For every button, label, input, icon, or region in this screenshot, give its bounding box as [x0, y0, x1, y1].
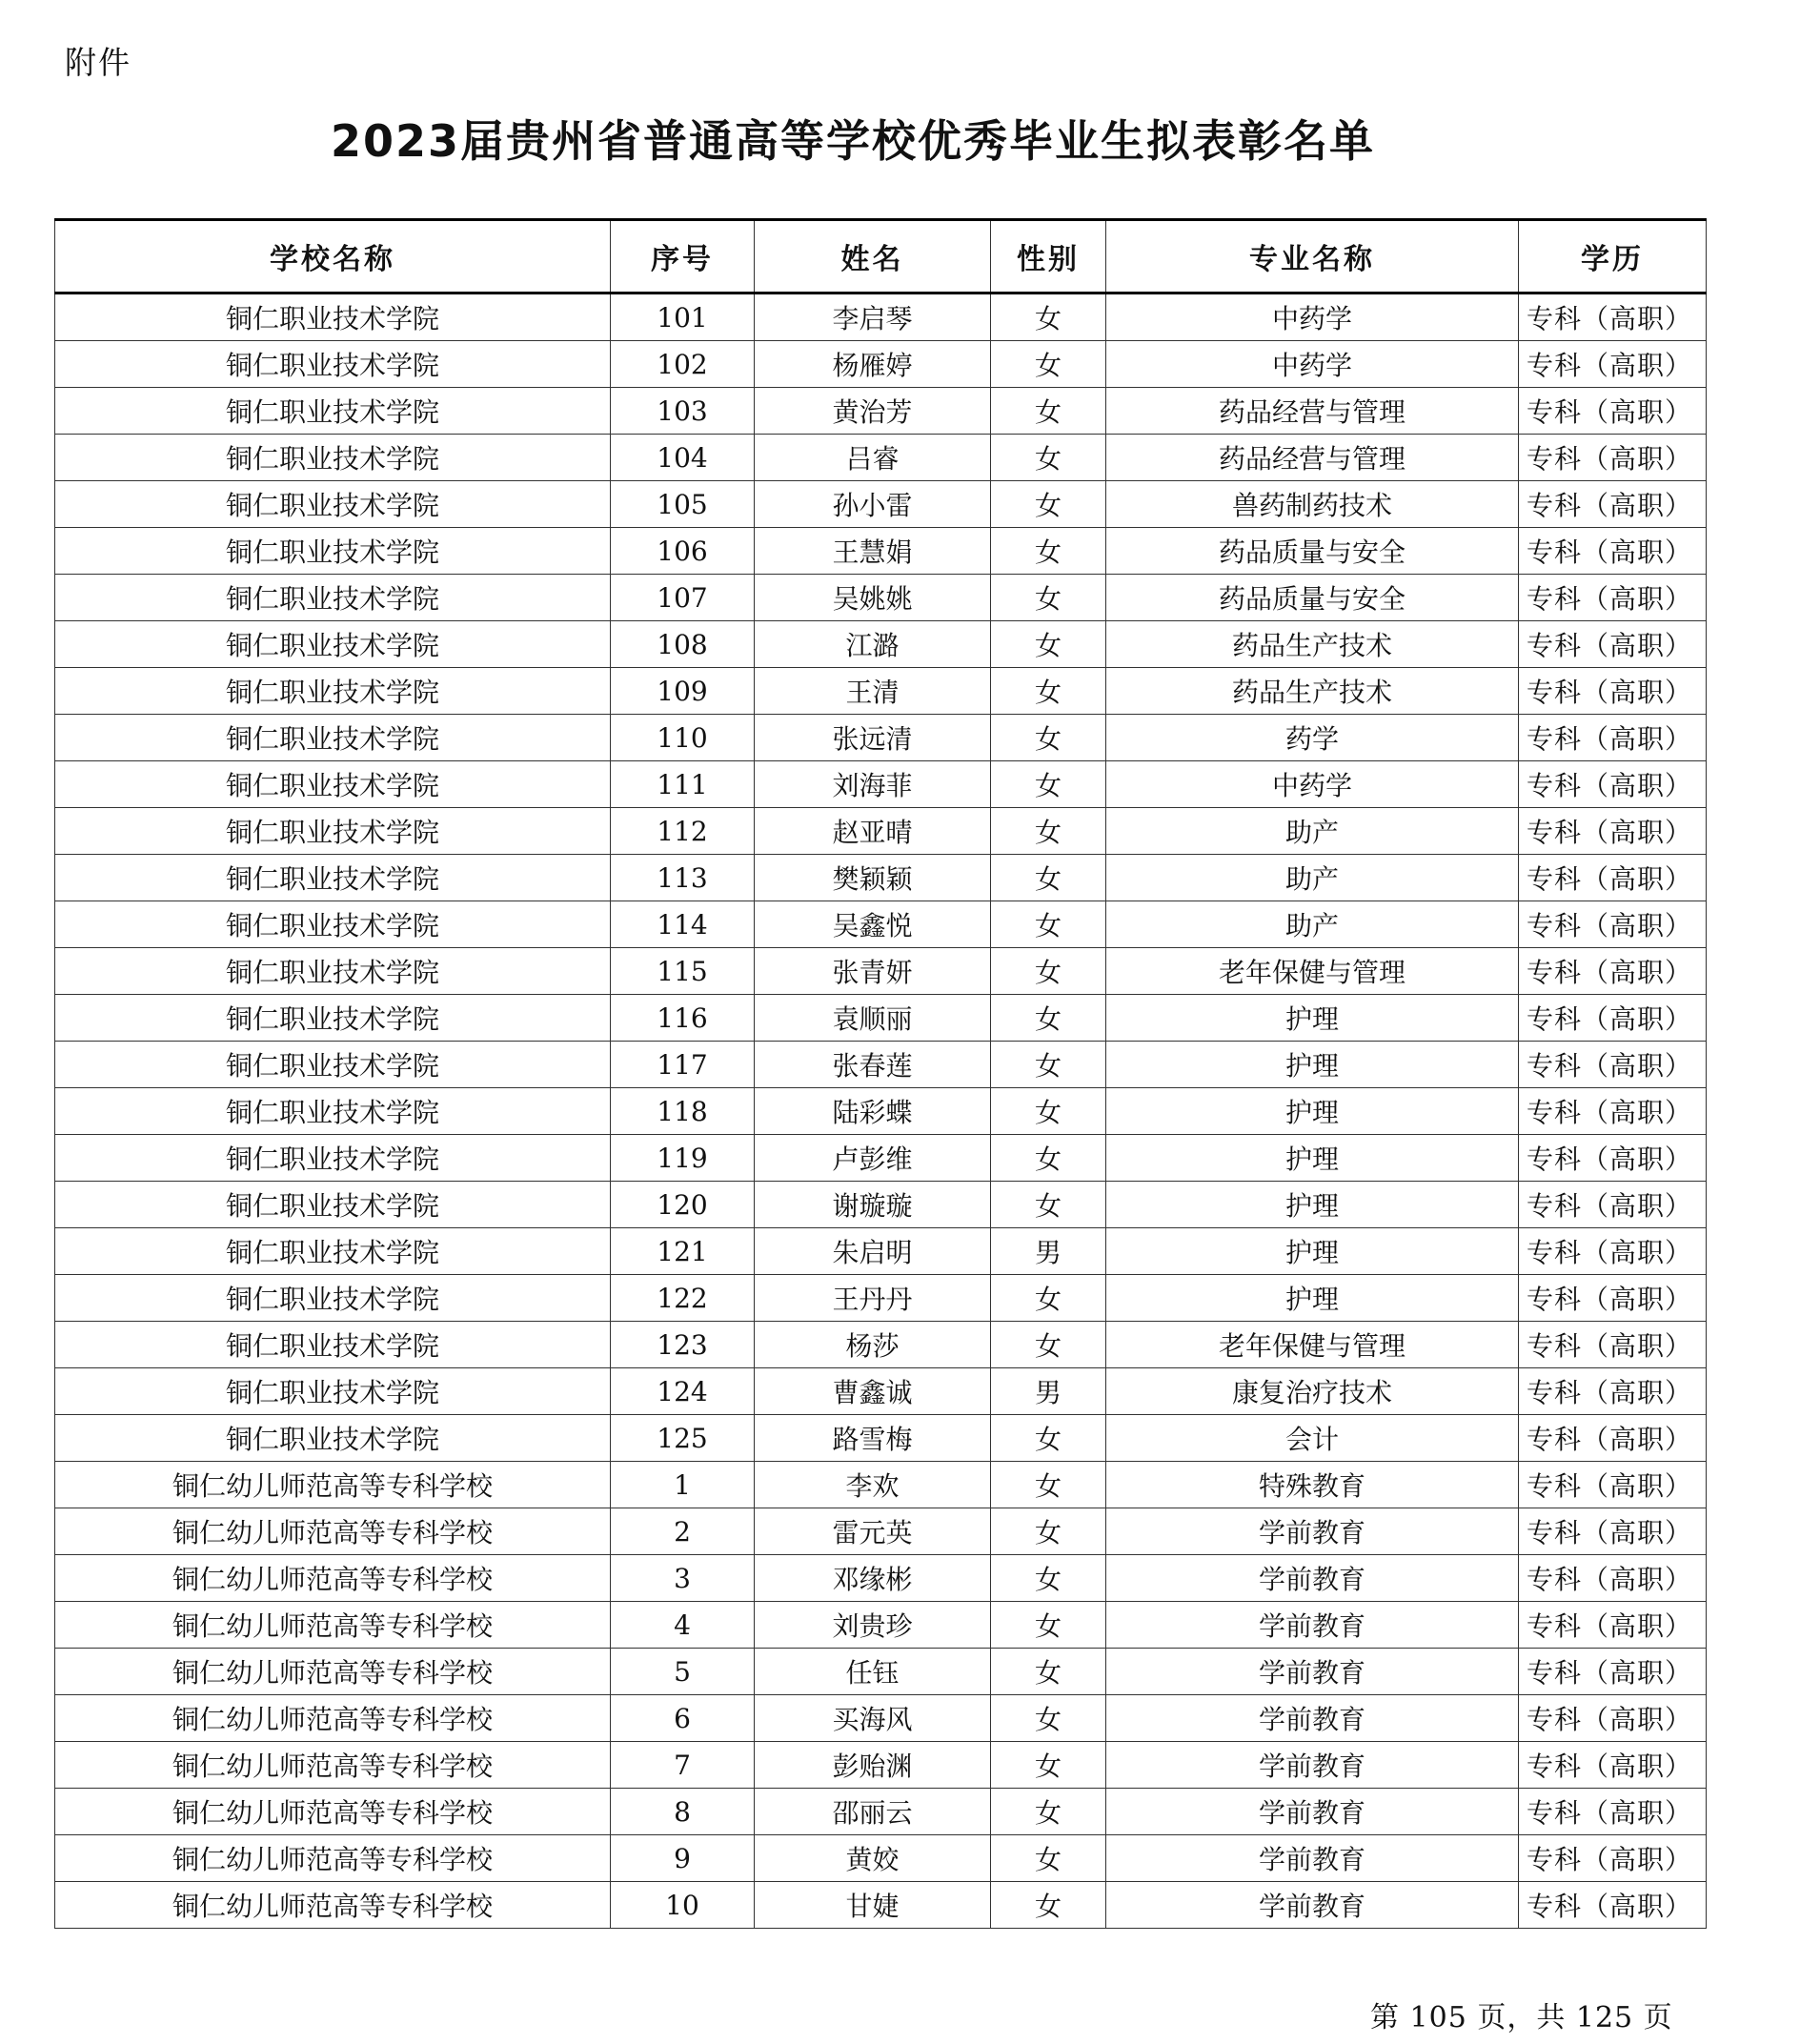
cell-serial-number: 108	[611, 621, 755, 668]
cell-serial-number: 10	[611, 1882, 755, 1929]
cell-education: 专科（高职）	[1519, 855, 1707, 901]
page-number: 第 105 页，共 125 页	[1370, 2001, 1673, 2034]
cell-major: 药品生产技术	[1106, 668, 1519, 715]
cell-education: 专科（高职）	[1519, 1882, 1707, 1929]
cell-gender: 女	[991, 1322, 1106, 1368]
cell-education: 专科（高职）	[1519, 1462, 1707, 1508]
cell-education: 专科（高职）	[1519, 1182, 1707, 1228]
cell-student-name: 刘海菲	[755, 761, 991, 808]
cell-serial-number: 1	[611, 1462, 755, 1508]
cell-school-name: 铜仁职业技术学院	[55, 995, 611, 1042]
cell-serial-number: 120	[611, 1182, 755, 1228]
table-row	[55, 1322, 1707, 1368]
table-row	[55, 1275, 1707, 1322]
cell-school-name: 铜仁职业技术学院	[55, 1042, 611, 1088]
cell-education: 专科（高职）	[1519, 621, 1707, 668]
cell-school-name: 铜仁职业技术学院	[55, 855, 611, 901]
cell-gender: 女	[991, 901, 1106, 948]
cell-major: 学前教育	[1106, 1649, 1519, 1695]
cell-school-name: 铜仁职业技术学院	[55, 1368, 611, 1415]
cell-student-name: 杨雁婷	[755, 341, 991, 388]
cell-education: 专科（高职）	[1519, 341, 1707, 388]
cell-student-name: 黄姣	[755, 1835, 991, 1882]
cell-major: 中药学	[1106, 293, 1519, 341]
cell-education: 专科（高职）	[1519, 715, 1707, 761]
cell-school-name: 铜仁幼儿师范高等专科学校	[55, 1742, 611, 1789]
cell-education: 专科（高职）	[1519, 1088, 1707, 1135]
cell-major: 护理	[1106, 995, 1519, 1042]
cell-education: 专科（高职）	[1519, 1228, 1707, 1275]
cell-serial-number: 104	[611, 435, 755, 481]
cell-student-name: 曹鑫诚	[755, 1368, 991, 1415]
table-row	[55, 528, 1707, 575]
cell-gender: 女	[991, 621, 1106, 668]
cell-gender: 女	[991, 341, 1106, 388]
cell-student-name: 江潞	[755, 621, 991, 668]
cell-education: 专科（高职）	[1519, 1742, 1707, 1789]
cell-major: 药学	[1106, 715, 1519, 761]
cell-student-name: 雷元英	[755, 1508, 991, 1555]
header-school-name: 学校名称	[55, 220, 611, 293]
header-student-name: 姓名	[755, 220, 991, 293]
cell-school-name: 铜仁幼儿师范高等专科学校	[55, 1789, 611, 1835]
cell-student-name: 张春莲	[755, 1042, 991, 1088]
cell-gender: 女	[991, 761, 1106, 808]
cell-student-name: 谢璇璇	[755, 1182, 991, 1228]
cell-major: 老年保健与管理	[1106, 948, 1519, 995]
cell-education: 专科（高职）	[1519, 1275, 1707, 1322]
cell-major: 助产	[1106, 808, 1519, 855]
cell-student-name: 李欢	[755, 1462, 991, 1508]
cell-student-name: 邵丽云	[755, 1789, 991, 1835]
table-row	[55, 341, 1707, 388]
cell-major: 助产	[1106, 901, 1519, 948]
cell-serial-number: 5	[611, 1649, 755, 1695]
cell-serial-number: 101	[611, 293, 755, 341]
cell-education: 专科（高职）	[1519, 668, 1707, 715]
cell-gender: 女	[991, 1275, 1106, 1322]
cell-major: 学前教育	[1106, 1835, 1519, 1882]
cell-serial-number: 110	[611, 715, 755, 761]
cell-major: 会计	[1106, 1415, 1519, 1462]
cell-student-name: 彭贻渊	[755, 1742, 991, 1789]
cell-school-name: 铜仁职业技术学院	[55, 761, 611, 808]
cell-gender: 女	[991, 808, 1106, 855]
cell-gender: 男	[991, 1368, 1106, 1415]
cell-school-name: 铜仁幼儿师范高等专科学校	[55, 1462, 611, 1508]
cell-school-name: 铜仁幼儿师范高等专科学校	[55, 1835, 611, 1882]
cell-gender: 女	[991, 1462, 1106, 1508]
header-gender: 性别	[991, 220, 1106, 293]
table-row	[55, 901, 1707, 948]
cell-serial-number: 6	[611, 1695, 755, 1742]
cell-school-name: 铜仁幼儿师范高等专科学校	[55, 1649, 611, 1695]
cell-major: 护理	[1106, 1228, 1519, 1275]
cell-major: 老年保健与管理	[1106, 1322, 1519, 1368]
cell-student-name: 吕睿	[755, 435, 991, 481]
table-row	[55, 1228, 1707, 1275]
table-row	[55, 1602, 1707, 1649]
cell-school-name: 铜仁职业技术学院	[55, 341, 611, 388]
cell-student-name: 黄治芳	[755, 388, 991, 435]
cell-education: 专科（高职）	[1519, 1555, 1707, 1602]
cell-student-name: 路雪梅	[755, 1415, 991, 1462]
cell-serial-number: 121	[611, 1228, 755, 1275]
table-body	[55, 293, 1707, 1929]
cell-serial-number: 111	[611, 761, 755, 808]
cell-education: 专科（高职）	[1519, 1695, 1707, 1742]
cell-school-name: 铜仁职业技术学院	[55, 901, 611, 948]
cell-gender: 女	[991, 1835, 1106, 1882]
table-row	[55, 1135, 1707, 1182]
table-row	[55, 1088, 1707, 1135]
cell-education: 专科（高职）	[1519, 808, 1707, 855]
cell-school-name: 铜仁职业技术学院	[55, 1228, 611, 1275]
table-row	[55, 481, 1707, 528]
table-row	[55, 1462, 1707, 1508]
honor-list-table	[54, 218, 1707, 1929]
cell-student-name: 杨莎	[755, 1322, 991, 1368]
cell-gender: 女	[991, 1135, 1106, 1182]
cell-education: 专科（高职）	[1519, 1368, 1707, 1415]
cell-school-name: 铜仁幼儿师范高等专科学校	[55, 1508, 611, 1555]
table-row	[55, 1555, 1707, 1602]
table-row	[55, 388, 1707, 435]
cell-gender: 女	[991, 1555, 1106, 1602]
cell-gender: 女	[991, 1088, 1106, 1135]
cell-student-name: 赵亚晴	[755, 808, 991, 855]
cell-student-name: 孙小雷	[755, 481, 991, 528]
cell-gender: 女	[991, 1649, 1106, 1695]
cell-serial-number: 8	[611, 1789, 755, 1835]
cell-school-name: 铜仁职业技术学院	[55, 388, 611, 435]
cell-education: 专科（高职）	[1519, 948, 1707, 995]
cell-gender: 女	[991, 1789, 1106, 1835]
cell-student-name: 李启琴	[755, 293, 991, 341]
table-row	[55, 808, 1707, 855]
cell-gender: 女	[991, 528, 1106, 575]
cell-gender: 女	[991, 435, 1106, 481]
table-row	[55, 1649, 1707, 1695]
cell-serial-number: 114	[611, 901, 755, 948]
table-row	[55, 293, 1707, 341]
cell-major: 药品质量与安全	[1106, 575, 1519, 621]
cell-serial-number: 102	[611, 341, 755, 388]
cell-gender: 女	[991, 1415, 1106, 1462]
cell-education: 专科（高职）	[1519, 575, 1707, 621]
table-row	[55, 1415, 1707, 1462]
cell-education: 专科（高职）	[1519, 528, 1707, 575]
cell-school-name: 铜仁职业技术学院	[55, 1322, 611, 1368]
cell-student-name: 袁顺丽	[755, 995, 991, 1042]
header-major: 专业名称	[1106, 220, 1519, 293]
cell-gender: 女	[991, 995, 1106, 1042]
cell-student-name: 朱启明	[755, 1228, 991, 1275]
cell-student-name: 吴姚姚	[755, 575, 991, 621]
table-row	[55, 1742, 1707, 1789]
table-row	[55, 1508, 1707, 1555]
cell-education: 专科（高职）	[1519, 1415, 1707, 1462]
cell-gender: 女	[991, 388, 1106, 435]
cell-student-name: 樊颖颖	[755, 855, 991, 901]
table-row	[55, 995, 1707, 1042]
table-row	[55, 1835, 1707, 1882]
cell-major: 学前教育	[1106, 1882, 1519, 1929]
cell-gender: 女	[991, 855, 1106, 901]
cell-student-name: 甘婕	[755, 1882, 991, 1929]
cell-serial-number: 9	[611, 1835, 755, 1882]
cell-gender: 男	[991, 1228, 1106, 1275]
table-row	[55, 1882, 1707, 1929]
cell-serial-number: 4	[611, 1602, 755, 1649]
cell-gender: 女	[991, 1042, 1106, 1088]
table-row	[55, 1368, 1707, 1415]
cell-school-name: 铜仁职业技术学院	[55, 528, 611, 575]
cell-major: 药品质量与安全	[1106, 528, 1519, 575]
cell-serial-number: 106	[611, 528, 755, 575]
table-row	[55, 668, 1707, 715]
cell-serial-number: 105	[611, 481, 755, 528]
cell-school-name: 铜仁幼儿师范高等专科学校	[55, 1882, 611, 1929]
table-row	[55, 761, 1707, 808]
cell-student-name: 买海风	[755, 1695, 991, 1742]
cell-major: 兽药制药技术	[1106, 481, 1519, 528]
cell-major: 药品生产技术	[1106, 621, 1519, 668]
table-row	[55, 1042, 1707, 1088]
cell-school-name: 铜仁职业技术学院	[55, 1135, 611, 1182]
cell-education: 专科（高职）	[1519, 1508, 1707, 1555]
table-row	[55, 1182, 1707, 1228]
cell-education: 专科（高职）	[1519, 388, 1707, 435]
cell-major: 助产	[1106, 855, 1519, 901]
table-header-row	[55, 220, 1707, 293]
cell-major: 护理	[1106, 1088, 1519, 1135]
cell-student-name: 王慧娟	[755, 528, 991, 575]
cell-gender: 女	[991, 1882, 1106, 1929]
cell-serial-number: 118	[611, 1088, 755, 1135]
cell-gender: 女	[991, 1742, 1106, 1789]
table-row	[55, 575, 1707, 621]
cell-student-name: 邓缘彬	[755, 1555, 991, 1602]
cell-serial-number: 124	[611, 1368, 755, 1415]
cell-major: 康复治疗技术	[1106, 1368, 1519, 1415]
cell-serial-number: 3	[611, 1555, 755, 1602]
cell-student-name: 张远清	[755, 715, 991, 761]
cell-serial-number: 117	[611, 1042, 755, 1088]
cell-education: 专科（高职）	[1519, 1789, 1707, 1835]
cell-major: 学前教育	[1106, 1742, 1519, 1789]
cell-education: 专科（高职）	[1519, 995, 1707, 1042]
cell-major: 护理	[1106, 1182, 1519, 1228]
cell-education: 专科（高职）	[1519, 481, 1707, 528]
cell-education: 专科（高职）	[1519, 293, 1707, 341]
table-row	[55, 435, 1707, 481]
cell-education: 专科（高职）	[1519, 1042, 1707, 1088]
cell-school-name: 铜仁职业技术学院	[55, 1088, 611, 1135]
document-title: 2023届贵州省普通高等学校优秀毕业生拟表彰名单	[330, 115, 1376, 167]
cell-gender: 女	[991, 668, 1106, 715]
cell-school-name: 铜仁职业技术学院	[55, 621, 611, 668]
table-row	[55, 1789, 1707, 1835]
cell-serial-number: 123	[611, 1322, 755, 1368]
cell-education: 专科（高职）	[1519, 901, 1707, 948]
cell-education: 专科（高职）	[1519, 1322, 1707, 1368]
cell-serial-number: 7	[611, 1742, 755, 1789]
cell-major: 学前教育	[1106, 1508, 1519, 1555]
cell-serial-number: 119	[611, 1135, 755, 1182]
cell-serial-number: 125	[611, 1415, 755, 1462]
cell-major: 学前教育	[1106, 1602, 1519, 1649]
cell-student-name: 任钰	[755, 1649, 991, 1695]
cell-school-name: 铜仁职业技术学院	[55, 293, 611, 341]
cell-serial-number: 113	[611, 855, 755, 901]
cell-serial-number: 103	[611, 388, 755, 435]
cell-education: 专科（高职）	[1519, 1602, 1707, 1649]
cell-serial-number: 112	[611, 808, 755, 855]
cell-school-name: 铜仁职业技术学院	[55, 1182, 611, 1228]
cell-serial-number: 109	[611, 668, 755, 715]
cell-school-name: 铜仁职业技术学院	[55, 435, 611, 481]
cell-gender: 女	[991, 575, 1106, 621]
cell-gender: 女	[991, 948, 1106, 995]
cell-gender: 女	[991, 715, 1106, 761]
table-row	[55, 715, 1707, 761]
cell-major: 护理	[1106, 1135, 1519, 1182]
cell-school-name: 铜仁职业技术学院	[55, 1415, 611, 1462]
attachment-label: 附件	[65, 44, 131, 81]
cell-gender: 女	[991, 481, 1106, 528]
cell-school-name: 铜仁职业技术学院	[55, 715, 611, 761]
cell-student-name: 吴鑫悦	[755, 901, 991, 948]
header-serial-number: 序号	[611, 220, 755, 293]
cell-major: 护理	[1106, 1275, 1519, 1322]
cell-school-name: 铜仁职业技术学院	[55, 668, 611, 715]
cell-school-name: 铜仁职业技术学院	[55, 1275, 611, 1322]
cell-serial-number: 115	[611, 948, 755, 995]
cell-education: 专科（高职）	[1519, 1649, 1707, 1695]
cell-school-name: 铜仁职业技术学院	[55, 948, 611, 995]
cell-serial-number: 122	[611, 1275, 755, 1322]
table-row	[55, 621, 1707, 668]
cell-serial-number: 2	[611, 1508, 755, 1555]
cell-major: 药品经营与管理	[1106, 435, 1519, 481]
cell-major: 特殊教育	[1106, 1462, 1519, 1508]
cell-gender: 女	[991, 1508, 1106, 1555]
cell-gender: 女	[991, 1602, 1106, 1649]
cell-major: 学前教育	[1106, 1695, 1519, 1742]
table-row	[55, 1695, 1707, 1742]
cell-education: 专科（高职）	[1519, 1135, 1707, 1182]
cell-school-name: 铜仁职业技术学院	[55, 575, 611, 621]
table-row	[55, 855, 1707, 901]
cell-student-name: 刘贵珍	[755, 1602, 991, 1649]
cell-school-name: 铜仁幼儿师范高等专科学校	[55, 1555, 611, 1602]
cell-major: 药品经营与管理	[1106, 388, 1519, 435]
cell-gender: 女	[991, 293, 1106, 341]
cell-student-name: 卢彭维	[755, 1135, 991, 1182]
table-row	[55, 948, 1707, 995]
cell-major: 学前教育	[1106, 1555, 1519, 1602]
cell-education: 专科（高职）	[1519, 1835, 1707, 1882]
cell-major: 中药学	[1106, 761, 1519, 808]
cell-student-name: 王丹丹	[755, 1275, 991, 1322]
cell-major: 中药学	[1106, 341, 1519, 388]
cell-school-name: 铜仁职业技术学院	[55, 808, 611, 855]
cell-student-name: 王清	[755, 668, 991, 715]
cell-student-name: 张青妍	[755, 948, 991, 995]
cell-serial-number: 107	[611, 575, 755, 621]
cell-gender: 女	[991, 1695, 1106, 1742]
cell-school-name: 铜仁幼儿师范高等专科学校	[55, 1602, 611, 1649]
cell-major: 护理	[1106, 1042, 1519, 1088]
cell-school-name: 铜仁幼儿师范高等专科学校	[55, 1695, 611, 1742]
cell-serial-number: 116	[611, 995, 755, 1042]
cell-gender: 女	[991, 1182, 1106, 1228]
header-education: 学历	[1519, 220, 1707, 293]
cell-student-name: 陆彩蝶	[755, 1088, 991, 1135]
cell-education: 专科（高职）	[1519, 761, 1707, 808]
cell-school-name: 铜仁职业技术学院	[55, 481, 611, 528]
cell-major: 学前教育	[1106, 1789, 1519, 1835]
cell-education: 专科（高职）	[1519, 435, 1707, 481]
